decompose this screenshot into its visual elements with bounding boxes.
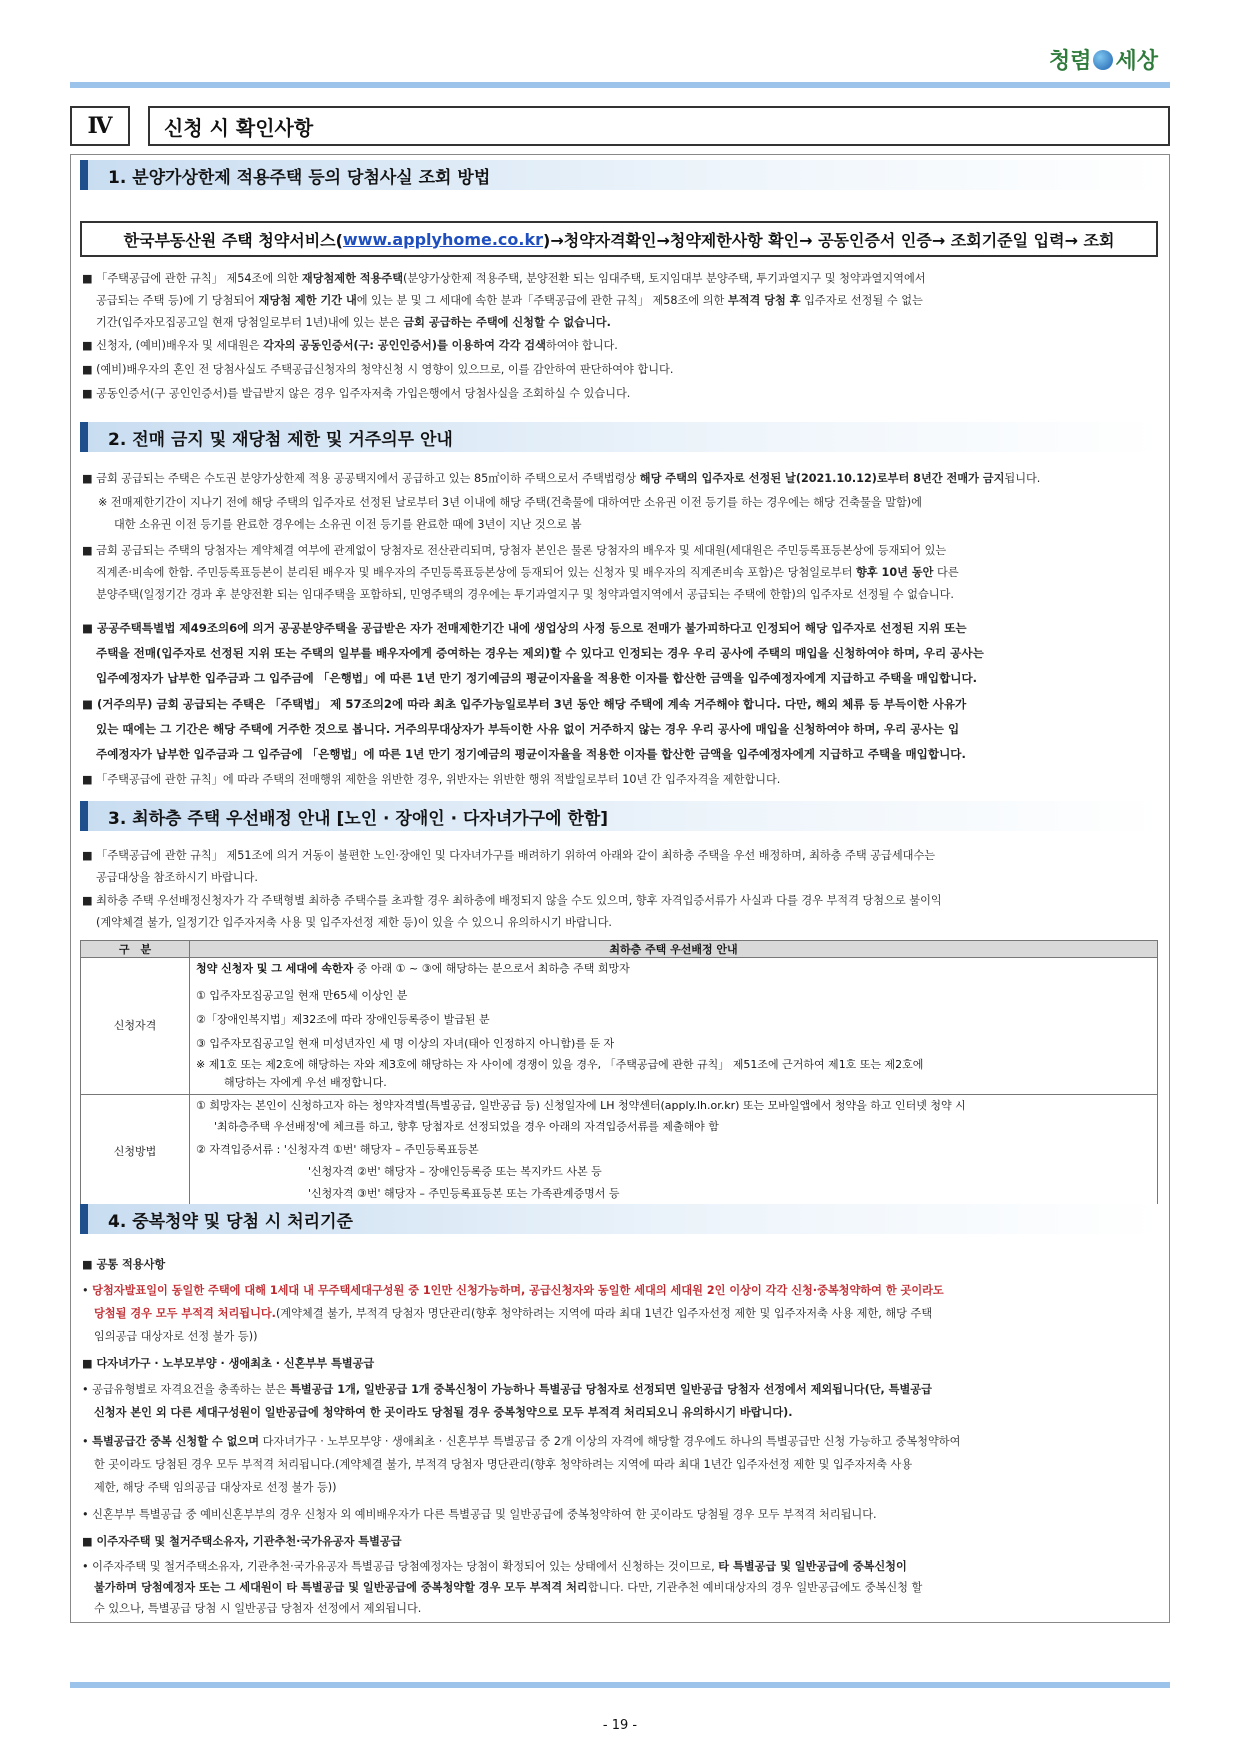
logo xyxy=(1049,44,1158,75)
bottom-rule xyxy=(70,1682,1170,1688)
s2-para-1: ■ 금회 공급되는 주택은 수도권 분양가상한제 적용 공공택지에서 공급하고 있는 85㎡이하 주택으로서 주택법령상 해당 주택의 입주자로 선정된 날(2021.10.12)로부터 8년간 전매가 금지됩니다. xyxy=(82,472,1041,485)
s3-para-1: ■ 「주택공급에 관한 규칙」 제51조에 의거 거동이 불편한 노인·장애인 및 다자녀가구를 배려하기 위하여 아래와 같이 최하층 주택을 우선 배정하며, 최하층 주택 공급세대수는 공급대상을 참조하시기 바랍니다. xyxy=(82,849,936,884)
service-path-prefix: 한국부동산원 주택 청약서비스( xyxy=(123,230,343,250)
subsection-4-title: 4. 중복청약 및 당첨 시 처리기준 xyxy=(80,1204,1160,1234)
s1-para-2: ■ 신청자, (예비)배우자 및 세대원은 각자의 공동인증서(구: 공인인증서)를 이용하여 각각 검색하여야 합니다. xyxy=(82,339,618,352)
table-header-row xyxy=(81,941,1158,958)
table-cell-category: 신청자격 xyxy=(81,958,190,1095)
s2-para-2: ■ 금회 공급되는 주택의 당첨자는 계약체결 여부에 관계없이 당첨자로 전산관리되며, 당첨자 본인은 물론 당첨자의 배우자 및 세대원(세대원은 주민등록표등본상에 등재되어 있는 직계존·비속에 한함. 주민등록표등본이 분리된 배우자 및 배우자의 주민등록표등본상에 등재되어 있는 신청자 및 배우자의 직계존비속 포함)은 당첨일로부터 향후 10년 동안 다른 분양주택(일정기간 경과 후 분양전환 되는 임대주택을 포함하되, 민영주택의 경우에는 투기과열지구 및 청약과열지역에서 공급되는 주택에 한함)의 입주자로 선정될 수 없습니다. xyxy=(82,544,959,601)
page-number: - 19 - xyxy=(602,1718,638,1733)
s4-special-item-1: • 공급유형별로 자격요건을 충족하는 분은 특별공급 1개, 일반공급 1개 중복신청이 가능하나 특별공급 당첨자로 선정되면 일반공급 당첨자 선정에서 제외됩니다(단, 특별공급 신청자 본인 외 다른 세대구성원이 일반공급에 청약하여 한 곳이라도 당첨될 경우 중복청약으로 모두 부적격 처리되오니 유의하시기 바랍니다). xyxy=(82,1383,932,1419)
globe-icon xyxy=(1093,50,1113,70)
s4-common-item: • 당첨자발표일이 동일한 주택에 대해 1세대 내 무주택세대구성원 중 1인만 신청가능하며, 공급신청자와 동일한 세대의 세대원 2인 이상이 각각 신청·중복청약하여 한 곳이라도 당첨될 경우 모두 부적격 처리됩니다.(계약체결 불가, 부적격 당첨자 명단관리(향후 청약하려는 지역에 따라 최대 1년간 입주자선정 제한 및 입주자저축 사용 제한, 해당 주택 임의공급 대상자로 선정 불가 등)) xyxy=(82,1284,944,1343)
priority-table xyxy=(80,940,1158,1210)
logo-text-left: 청렴 xyxy=(1048,48,1092,74)
section-title: 신청 시 확인사항 xyxy=(148,106,1170,146)
s3-para-2: ■ 최하층 주택 우선배정신청자가 각 주택형별 최하층 주택수를 초과할 경우 최하층에 배정되지 않을 수도 있으며, 향후 자격입증서류가 사실과 다를 경우 부적격 당첨으로 불이익 (계약체결 불가, 일정기간 입주자저축 사용 및 입주자선정 제한 등)이 있을 수 있으니 유의하시기 바랍니다. xyxy=(82,894,942,929)
section-number: Ⅳ xyxy=(70,106,130,146)
table-row xyxy=(81,1095,1158,1210)
table-cell-content: 청약 신청자 및 그 세대에 속한자 중 아래 ① ~ ③에 해당하는 분으로서 최하층 주택 희망자 ① 입주자모집공고일 현재 만65세 이상인 분 ②「장애인복지법」제32조에 따라 장애인등록증이 발급된 분 ③ 입주자모집공고일 현재 미성년자인 세 명 이상의 자녀(태아 인정하지 아니함)를 둔 자 ※ 제1호 또는 제2호에 해당하는 자와 제3호에 해당하는 자 사이에 경쟁이 있을 경우, 「주택공급에 관한 규칙」 제51조에 근거하여 제1호 또는 제2호에 해당하는 자에게 우선 배정합니다. xyxy=(190,958,1158,1095)
s2-para-4: ■ (거주의무) 금회 공급되는 주택은 「주택법」 제 57조의2에 따라 최초 입주가능일로부터 3년 동안 해당 주택에 계속 거주해야 합니다. 다만, 해외 체류 등 부득이한 사유가 있는 때에는 그 기간은 해당 주택에 거주한 것으로 봅니다. 거주의무대상자가 부득이한 사유 없이 거주하지 않는 경우 우리 공사에 매입을 신청하여야 하며, 우리 공사는 입 주예정자가 납부한 입주금과 그 입주금에 「은행법」에 따른 1년 만기 정기예금의 평균이자율을 적용한 이자를 합산한 금액을 입주예정자에게 지급하고 주택을 매입합니다. xyxy=(82,697,967,761)
top-rule xyxy=(70,82,1170,88)
subsection-2-title: 2. 전매 금지 및 재당첨 제한 및 거주의무 안내 xyxy=(80,422,1160,452)
s1-para-1: ■ 「주택공급에 관한 규칙」 제54조에 의한 재당첨제한 적용주택(분양가상한제 적용주택, 분양전환 되는 임대주택, 토지임대부 분양주택, 투기과열지구 및 청약과열지역에서 공급되는 주택 등)에 기 당첨되어 재당첨 제한 기간 내에 있는 분 및 그 세대에 속한 분과「주택공급에 관한 규칙」 제58조에 의한 부적격 당첨 후 입주자로 선정될 수 없는 기간(입주자모집공고일 현재 당첨일로부터 1년)내에 있는 분은 금회 공급하는 주택에 신청할 수 없습니다. xyxy=(82,272,926,329)
s2-para-3: ■ 공공주택특별법 제49조의6에 의거 공공분양주택을 공급받은 자가 전매제한기간 내에 생업상의 사정 등으로 전매가 불가피하다고 인정되어 해당 입주자로 선정된 지위 또는 주택을 전매(입주자로 선정된 지위 또는 주택의 일부를 배우자에게 증여하는 경우는 제외)할 수 있다고 인정되는 경우 우리 공사에 주택의 매입을 신청하여야 하며, 우리 공사는 입주예정자가 납부한 입주금과 그 입주금에 「은행법」에 따른 1년 만기 정기예금의 평균이자율을 적용한 이자를 합산한 금액을 입주예정자에게 지급하고 주택을 매입합니다. xyxy=(82,621,984,685)
s4-heading-special: ■ 다자녀가구 · 노부모부양 · 생애최초 · 신혼부부 특별공급 xyxy=(82,1357,375,1370)
table-col-header: 최하층 주택 우선배정 안내 xyxy=(190,941,1158,958)
s1-para-3: ■ (예비)배우자의 혼인 전 당첨사실도 주택공급신청자의 청약신청 시 영향이 있으므로, 이를 감안하여 판단하여야 합니다. xyxy=(82,363,674,376)
s4-heading-migrant: ■ 이주자주택 및 철거주택소유자, 기관추천·국가유공자 특별공급 xyxy=(82,1535,402,1548)
subsection-3-title: 3. 최하층 주택 우선배정 안내 [노인 · 장애인 · 다자녀가구에 한함] xyxy=(80,801,1160,831)
subsection-1-title: 1. 분양가상한제 적용주택 등의 당첨사실 조회 방법 xyxy=(80,160,1160,190)
s4-special-item-2: • 특별공급간 중복 신청할 수 없으며 다자녀가구 · 노부모부양 · 생애최초 · 신혼부부 특별공급 중 2개 이상의 자격에 해당할 경우에도 하나의 특별공급만 신청 가능하고 중복청약하여 한 곳이라도 당첨된 경우 모두 부적격 처리됩니다.(계약체결 불가, 부적격 당첨자 명단관리(향후 청약하려는 지역에 따라 최대 1년간 입주자선정 제한 및 입주자저축 사용 제한, 해당 주택 임의공급 대상자로 선정 불가 등)) xyxy=(82,1435,961,1494)
table-cell-category: 신청방법 xyxy=(81,1095,190,1210)
service-path-suffix: )→청약자격확인→청약제한사항 확인→ 공동인증서 인증→ 조회기준일 입력→ 조회 xyxy=(543,230,1115,250)
section-header xyxy=(70,106,1170,144)
s4-heading-common: ■ 공통 적용사항 xyxy=(82,1258,166,1271)
applyhome-link[interactable]: www.applyhome.co.kr xyxy=(342,229,544,249)
table-row xyxy=(81,958,1158,1095)
s4-migrant-item: • 이주자주택 및 철거주택소유자, 기관추천·국가유공자 특별공급 당첨예정자는 당첨이 확정되어 있는 상태에서 신청하는 것이므로, 타 특별공급 및 일반공급에 중복신청이 불가하며 당첨예정자 또는 그 세대원이 타 특별공급 및 일반공급에 중복청약할 경우 모두 부적격 처리합니다. 다만, 기관추천 예비대상자의 경우 일반공급에도 중복신청 할 수 있으나, 특별공급 당첨 시 일반공급 당첨자 선정에서 제외됩니다. xyxy=(82,1560,923,1615)
logo-text-right: 세상 xyxy=(1115,48,1158,74)
s1-para-4: ■ 공동인증서(구 공인인증서)를 발급받지 않은 경우 입주자저축 가입은행에서 당첨사실을 조회하실 수 있습니다. xyxy=(82,387,631,400)
service-path-box xyxy=(80,221,1158,257)
s2-para-5: ■ 「주택공급에 관한 규칙」에 따라 주택의 전매행위 제한을 위반한 경우, 위반자는 위반한 행위 적발일로부터 10년 간 입주자격을 제한합니다. xyxy=(82,773,781,786)
table-cell-content: ① 희망자는 본인이 신청하고자 하는 청약자격별(특별공급, 일반공급 등) 신청일자에 LH 청약센터(apply.lh.or.kr) 또는 모바일앱에서 청약을 하고 인터넷 청약 시 '최하층주택 우선배정'에 체크를 하고, 향후 당첨자로 선정되었을 경우 아래의 자격입증서류를 제출해야 함 ② 자격입증서류 : '신청자격 ①번' 해당자 – 주민등록표등본 '신청자격 ②번' 해당자 – 장애인등록증 또는 복지카드 사본 등 '신청자격 ③번' 해당자 – 주민등록표등본 또는 가족관계증명서 등 xyxy=(190,1095,1158,1210)
table-col-header: 구 분 xyxy=(81,941,190,958)
s2-note: ※ 전매제한기간이 지나기 전에 해당 주택의 입주자로 선정된 날로부터 3년 이내에 해당 주택(건축물에 대하여만 소유권 이전 등기를 하는 경우에는 해당 건축물을 말함)에 대한 소유권 이전 등기를 완료한 경우에는 소유권 이전 등기를 완료한 때에 3년이 지난 것으로 봄 xyxy=(98,496,922,531)
s4-special-item-3: • 신혼부부 특별공급 중 예비신혼부부의 경우 신청자 외 예비배우자가 다른 특별공급 및 일반공급에 중복청약하여 한 곳이라도 당첨될 경우 모두 부적격 처리됩니다. xyxy=(82,1508,877,1521)
